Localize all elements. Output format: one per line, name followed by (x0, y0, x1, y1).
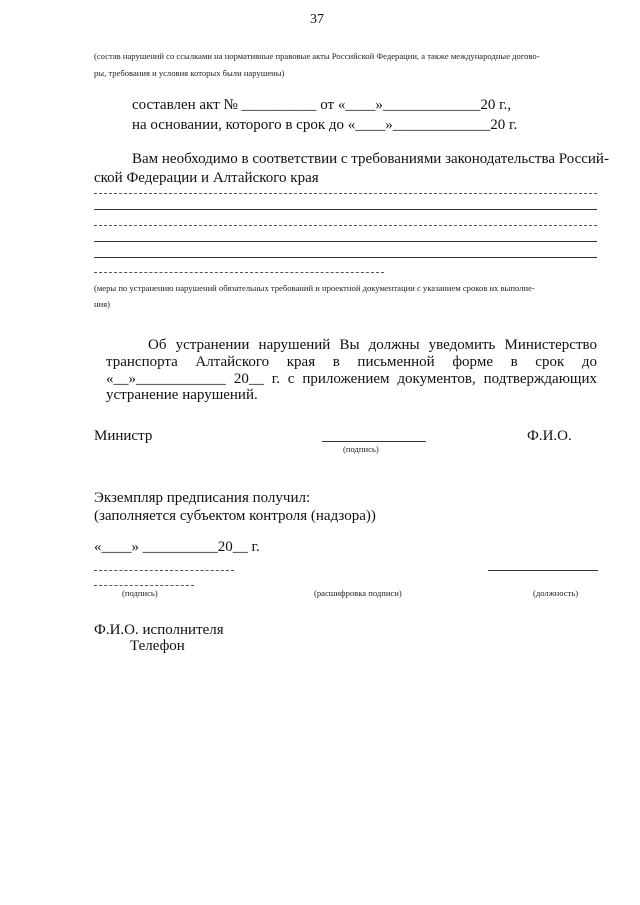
measures-fill-line-2 (94, 209, 597, 210)
measures-fill-line-4 (94, 241, 597, 242)
act-line1: составлен акт № __________ от «____»_____________20 г., (132, 97, 512, 113)
minister-signature-caption: (подпись) (343, 444, 379, 454)
page-number: 37 (310, 12, 324, 27)
minister-fio-label: Ф.И.О. (527, 428, 572, 444)
measures-caption-line2: ния) (94, 299, 111, 309)
notice-line2: транспорта Алтайского края в письменной форме в срок до (106, 354, 597, 370)
measures-fill-line-3 (94, 225, 597, 226)
measures-fill-line-1 (94, 193, 597, 194)
receipt-caption-signature: (подпись) (122, 588, 158, 598)
requirement-line2: ской Федерации и Алтайского края (94, 170, 319, 186)
receipt-position-fill-line (488, 570, 598, 571)
phone-label: Телефон (130, 638, 185, 654)
measures-fill-line-6 (94, 272, 384, 273)
receipt-caption-decryption: (расшифровка подписи) (314, 588, 402, 598)
notice-line1: Об устранении нарушений Вы должны уведомить Министерство (148, 337, 597, 353)
minister-label: Министр (94, 428, 153, 444)
act-line2: на основании, которого в срок до «____»_____________20 г. (132, 117, 518, 133)
receipt-signature-underline (94, 585, 194, 586)
receipt-caption-position: (должность) (533, 588, 579, 598)
receipt-date-line: «____» __________20__ г. (94, 539, 260, 555)
notice-line3: «__»____________ 20__ г. с приложением документов, подтверждающих (106, 371, 597, 387)
violations-caption-line2: ры, требования и условия которых были нарушены) (94, 68, 285, 78)
notice-line4: устранение нарушений. (106, 387, 258, 403)
minister-signature-line (322, 441, 426, 442)
executor-label: Ф.И.О. исполнителя (94, 622, 224, 638)
receipt-signature-fill-line (94, 570, 234, 571)
receipt-line1: Экземпляр предписания получил: (94, 490, 311, 506)
measures-fill-line-5 (94, 257, 597, 258)
measures-caption-line1: (меры по устранению нарушений обязательных требований и проектной документации с указанием сроков их выполне- (94, 283, 535, 293)
violations-caption-line1: (состав нарушений со ссылками на нормативные правовые акты Российской Федерации, а также международные догово- (94, 51, 540, 61)
receipt-line2: (заполняется субъектом контроля (надзора)) (94, 508, 376, 524)
requirement-line1: Вам необходимо в соответствии с требованиями законодательства Россий- (132, 151, 609, 167)
